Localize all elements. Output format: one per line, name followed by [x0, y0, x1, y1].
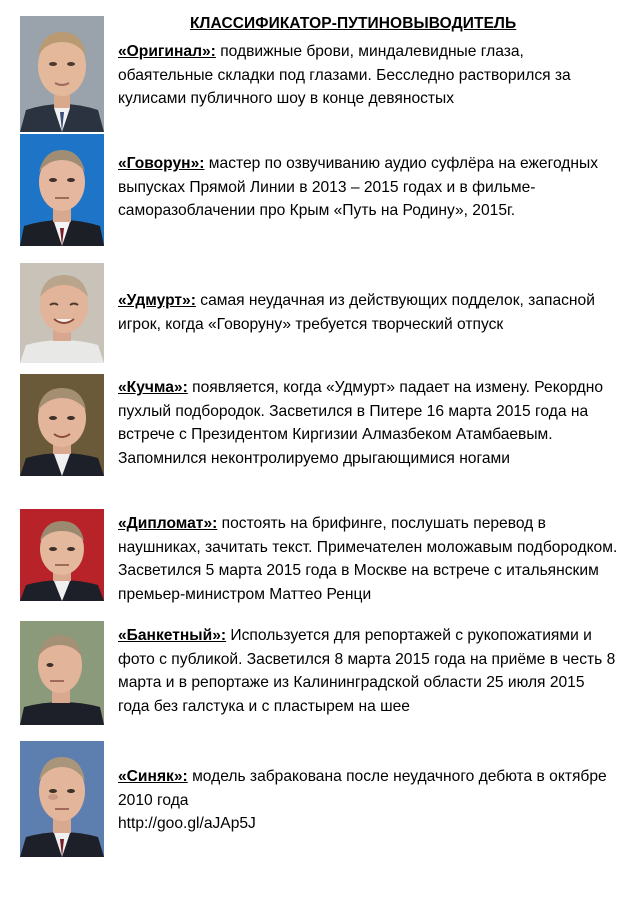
entry-description: мастер по озвучиванию аудио суфлёра на ежегодных выпусках Прямой Линии в 2013 – 2015 годах и в фильме-саморазоблачении про Крым «Путь на Родину», 2015г.: [118, 155, 598, 219]
entry-name: «Дипломат»:: [118, 515, 218, 532]
portrait-photo: [20, 134, 104, 246]
entry-name: «Кучма»:: [118, 379, 188, 396]
portrait-photo: [20, 621, 104, 725]
portrait-photo: [20, 509, 104, 601]
entry-description: постоять на брифинге, послушать перевод в наушниках, зачитать текст. Примечателен моложавым подбородком. Засветился 5 марта 2015 года в Москве на встрече с итальянским премьер-министром Маттео Ренци: [118, 515, 618, 603]
source-link[interactable]: http://goo.gl/aJAp5J: [118, 815, 256, 832]
page-title: КЛАССИФИКАТОР-ПУТИНОВЫВОДИТЕЛЬ: [190, 15, 517, 32]
portrait-photo: [20, 374, 104, 476]
entry-name: «Банкетный»:: [118, 627, 227, 644]
portrait-photo: [20, 16, 104, 132]
entry-name: «Говорун»:: [118, 155, 205, 172]
portrait-photo: [20, 263, 104, 363]
entry-description: Используется для репортажей с рукопожатиями и фото с публикой. Засветился 8 марта 2015 года на приёме в честь 8 марта и в репортаже из Калининградской области 25 июля 2015 года без галстука и с пластырем на шее: [118, 627, 616, 715]
entry-description: самая неудачная из действующих подделок, запасной игрок, когда «Говоруну» требуется творческий отпуск: [118, 292, 595, 333]
entry-description: модель забракована после неудачного дебюта в октябре 2010 года: [118, 768, 607, 809]
entry-name: «Оригинал»:: [118, 43, 216, 60]
entry-description: подвижные брови, миндалевидные глаза, обаятельные складки под глазами. Бесследно растворился за кулисами публичного шоу в конце девяностых: [118, 43, 571, 107]
entry-description: появляется, когда «Удмурт» падает на измену. Рекордно пухлый подбородок. Засветился в Питере 16 марта 2015 года на встрече с Президентом Киргизии Алмазбеком Атамбаевым. Запомнился неконтролируемо дрыгающимися ногами: [118, 379, 604, 467]
entry-name: «Синяк»:: [118, 768, 188, 785]
entry-name: «Удмурт»:: [118, 292, 196, 309]
portrait-photo: [20, 741, 104, 857]
